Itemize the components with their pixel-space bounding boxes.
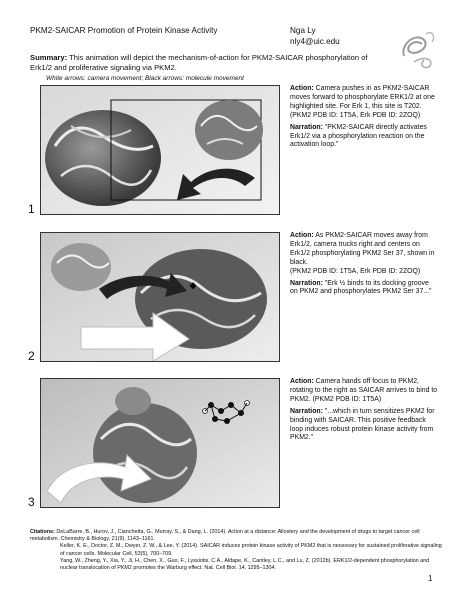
summary [30,53,390,72]
page-number: 1 [428,574,433,583]
citation-ref-1: Citations: DeLaBarre, B., Hurov, J., Cianchetta, G., Murray, S., & Dang, L. (2014). Action at a distance: Allostery and the development of drugs to target cancer cell metabolism. Chemistry & Biology, 21(9), 1143–1161. [30,529,420,543]
pdb-ids: (PKM2 PDB ID: 1T5A, Erk PDB ID: 2ZOQ) [290,267,421,275]
narration-label: Narration: [290,407,323,415]
action-text: Camera hands off focus to PKM2, rotating to the right as SAICAR arrives to bind to PKM2. (PKM2 PDB ID: 1T5A) [290,378,438,403]
storyboard-panel-2 [40,232,280,362]
author-block [290,26,340,47]
narration-text: "Erk ½ binds to its docking groove on PKM2 and phosphorylates PKM2 Ser 37..." [290,279,432,296]
action-text: As PKM2-SAICAR moves away from Erk1/2, camera trucks right and centers on Erk1/2 phosphorylating PKM2 Ser 37, shown in black. [290,232,435,266]
panel-1-description [290,85,438,153]
summary-label: Summary: [30,53,68,62]
narration-text: "...which in turn sensitizes PKM2 for binding with SAICAR. This positive feedback loop induces robust protein kinase activity from PKM2." [290,407,435,442]
author-name: Nga Ly [290,26,316,35]
panel-3-description [290,378,438,446]
arrow-legend: White arrows: camera movement; Black arrows: molecule movement [46,75,244,82]
panel-number-2: 2 [28,349,35,363]
summary-text: This animation will depict the mechanism-of-action for PKM2-SAICAR phosphorylation of Erk1/2 and proliferative signaling via PKM2. [30,53,368,72]
action-label: Action: [290,85,314,92]
document-title: PKM2-SAICAR Promotion of Protein Kinase Activity [30,26,218,35]
pkm2-saicar-structure [195,100,263,160]
storyboard-panel-3 [40,378,280,508]
pdb-ids: (PKM2 PDB ID: 1T5A, Erk PDB ID: 2ZOQ) [290,111,421,119]
narration-label: Narration: [290,123,323,131]
action-label: Action: [290,232,314,239]
narration-label: Narration: [290,279,323,287]
panel-number-3: 3 [28,495,35,509]
action-text: Camera pushes in as PKM2-SAICAR moves forward to phosphorylate ERK1/2 at one highlighted site. For Erk 1, this site is T202. [290,85,435,110]
storyboard-panel-1 [40,85,280,215]
erk-protein-structure [45,110,161,206]
citations-label: Citations: [30,529,55,535]
citation-ref-2: Keller, K. E., Doctor, Z. M., Dwyer, Z. W., & Lee, Y. (2014). SAICAR induces protein kinase activity of PKM2 that is necessary for sustained proliferative signaling of cancer cells. Molecular Cell, 53(5), 700–709. [60,543,442,557]
citation-ref-3: Yang, W., Zheng, Y., Xia, Y., Ji, H., Chen, X., Guo, F., Lyssiotis, C.A., Aldape, K., Cantley, L.C., and Lu, Z. (2012b). ERK1/2-dependent phosphorylation and nuclear translocation of PKM2 promotes the Warburg effect. Nat. Cell Biol. 14, 1295–1304. [60,557,430,572]
citations [30,529,442,572]
panel-number-1: 1 [28,202,35,216]
action-label: Action: [290,378,314,385]
panel-2-description [290,232,438,300]
signature-logo-icon [396,26,440,70]
pkm2-saicar-structure [51,243,111,291]
author-email: nly4@uic.edu [290,36,340,46]
narration-text: "PKM2-SAICAR directly activates Erk1/2 via a phosphorylation reaction on the activation loop." [290,123,427,149]
